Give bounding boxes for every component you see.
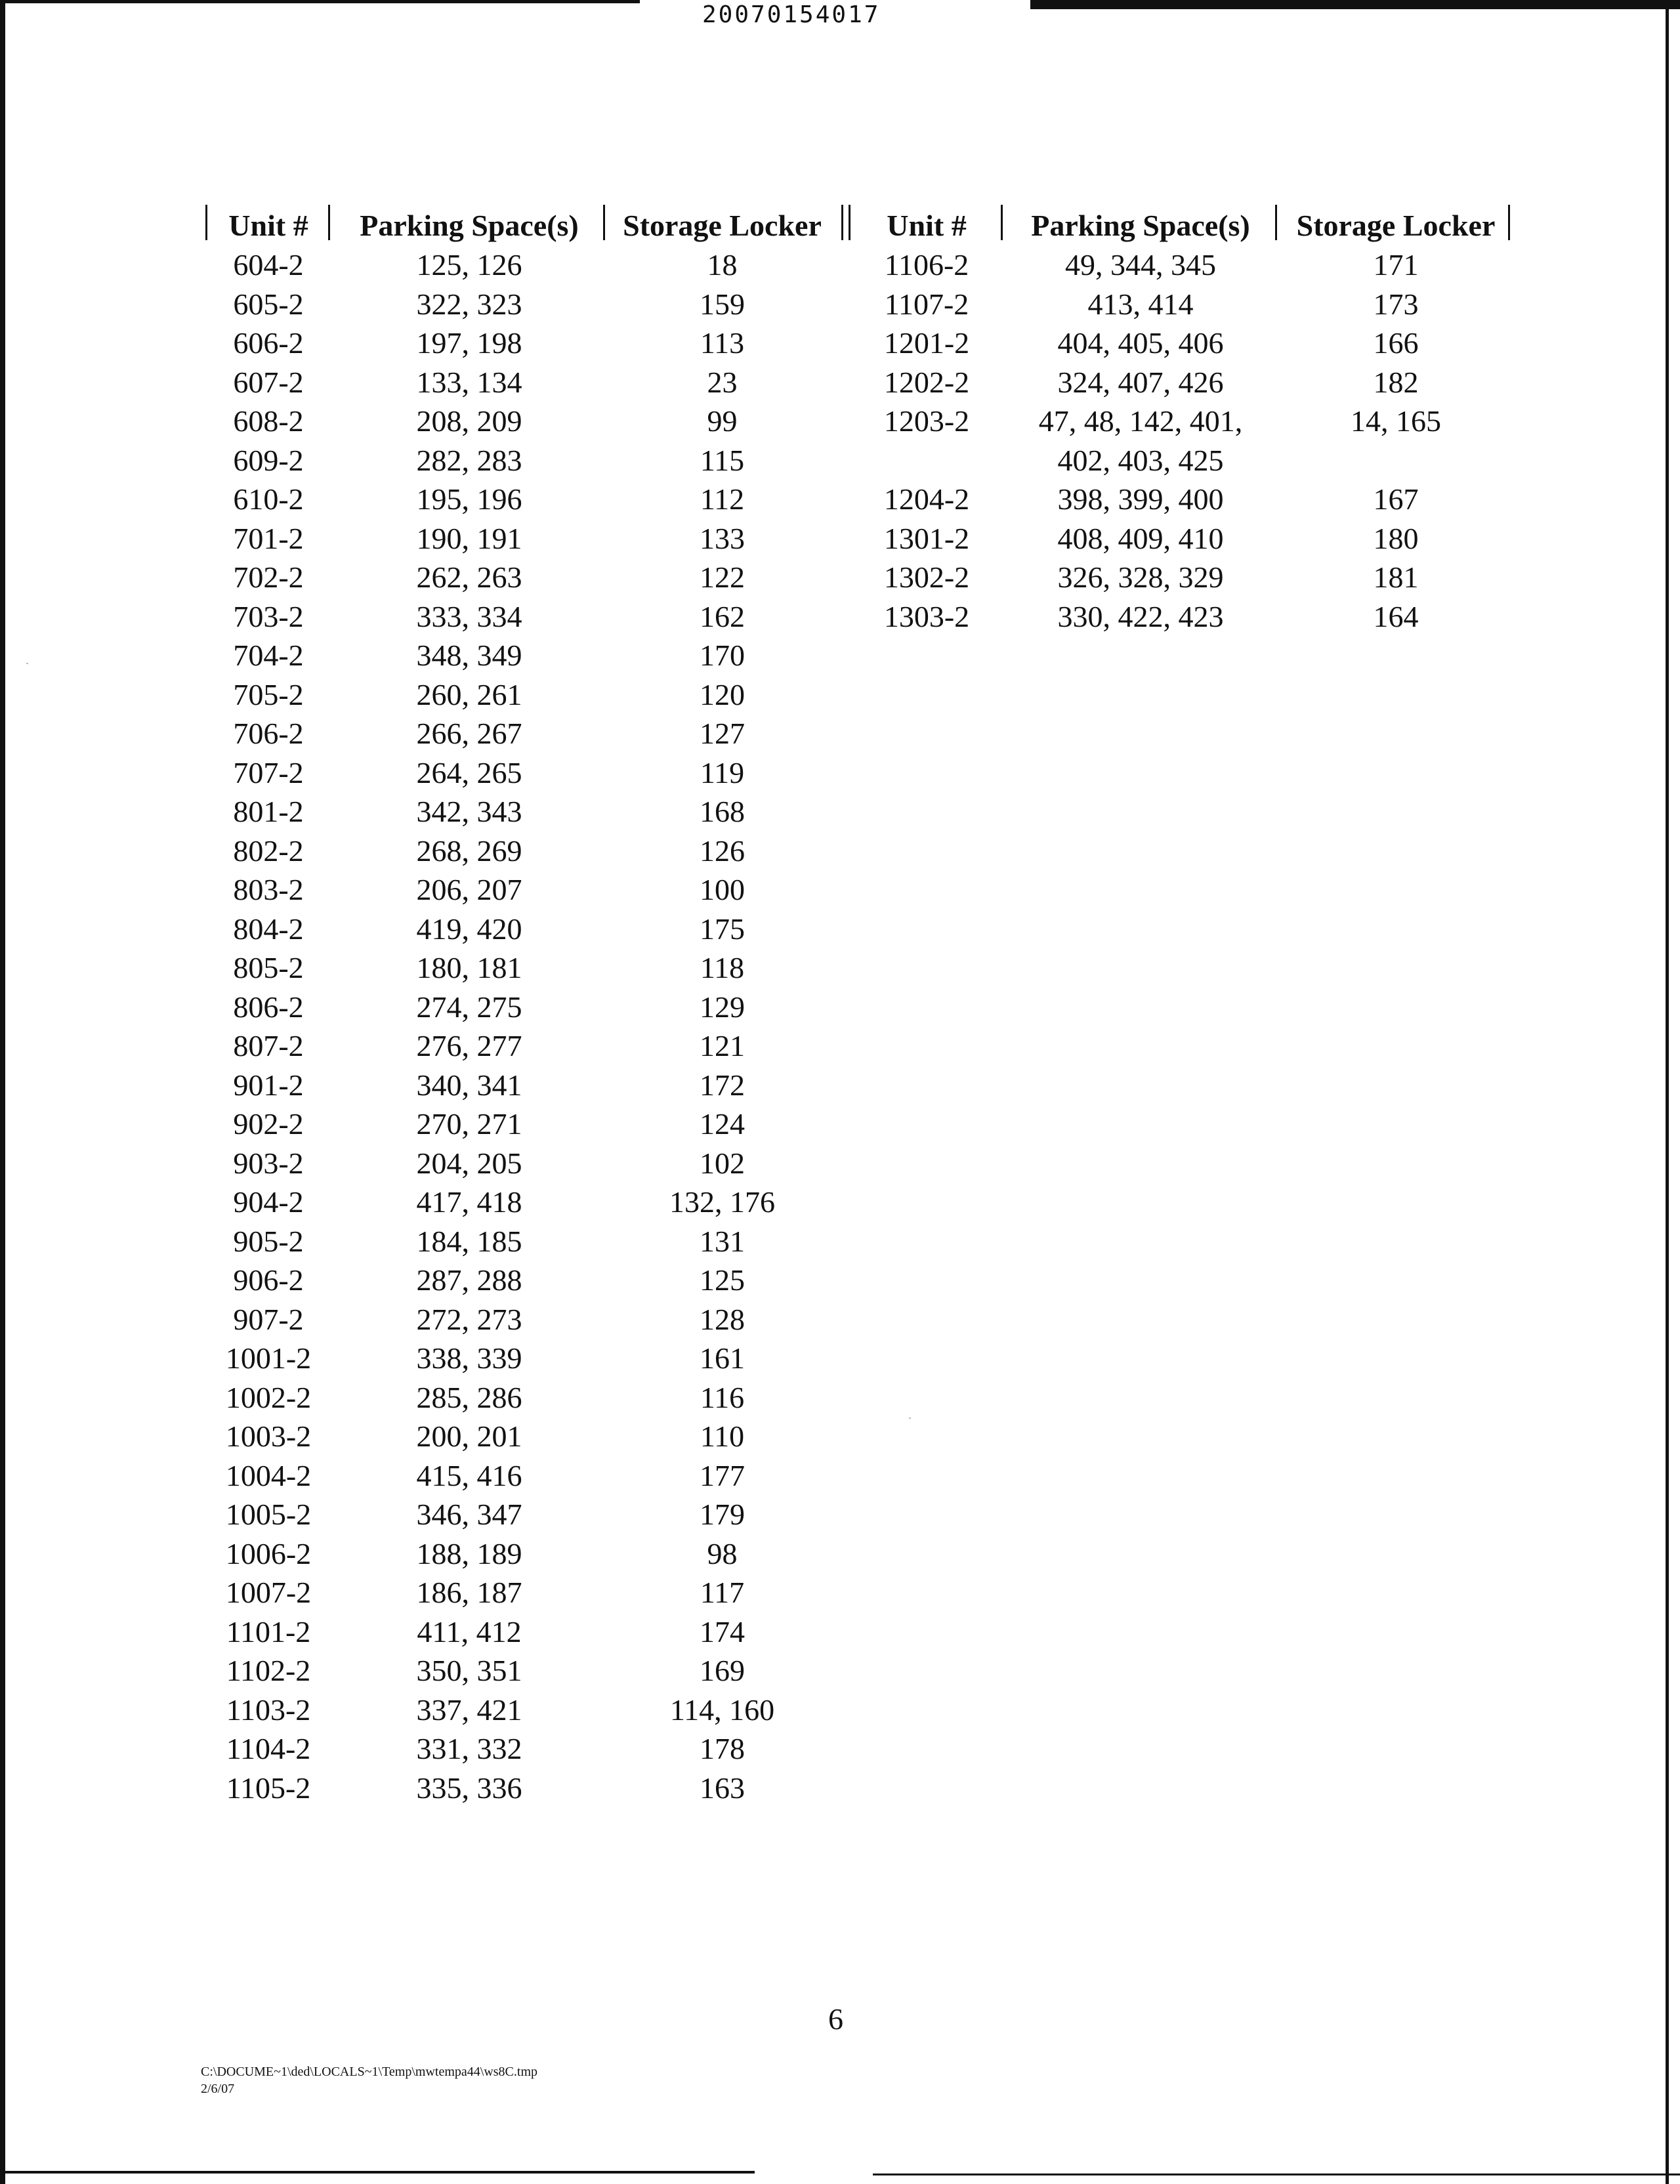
locker-cell: 117 [700, 1576, 745, 1609]
table-row [850, 597, 1513, 637]
unit-cell: 902-2 [233, 1107, 304, 1141]
table-row [207, 402, 835, 441]
page-number: 6 [828, 2002, 843, 2036]
locker-cell: 114, 160 [669, 1692, 775, 1727]
parking-cell: 180, 181 [416, 951, 522, 984]
parking-cell: 419, 420 [416, 912, 522, 946]
document-number: 20070154017 [702, 1, 881, 28]
table-header [207, 203, 835, 245]
locker-cell: 174 [700, 1614, 745, 1648]
parking-cell: 408, 409, 410 [1057, 521, 1224, 555]
parking-cell: 200, 201 [416, 1419, 522, 1453]
table-row [207, 1456, 835, 1496]
locker-cell: 14, 165 [1351, 404, 1441, 438]
locker-cell: 98 [707, 1536, 738, 1570]
locker-cell: 167 [1373, 482, 1419, 516]
unit-cell: 1102-2 [226, 1654, 311, 1687]
parking-cell: 188, 189 [416, 1536, 522, 1570]
unit-cell: 1202-2 [883, 365, 970, 399]
table-row [207, 1339, 835, 1378]
table-row [850, 480, 1513, 519]
locker-cell: 172 [700, 1068, 745, 1102]
table-row [850, 324, 1513, 363]
table-row [207, 245, 835, 285]
table-row [207, 1769, 835, 1808]
locker-cell: 179 [700, 1498, 745, 1531]
locker-cell: 169 [700, 1654, 745, 1687]
locker-cell: 133 [700, 521, 745, 555]
unit-cell: 606-2 [233, 326, 304, 360]
table-row [207, 1417, 835, 1456]
parking-table-left [207, 203, 835, 1807]
locker-cell: 159 [700, 287, 745, 321]
unit-cell: 1106-2 [884, 248, 969, 282]
table-row [207, 1651, 835, 1690]
locker-cell: 170 [700, 639, 745, 672]
unit-cell: 1001-2 [225, 1341, 312, 1375]
parking-cell: 208, 209 [416, 404, 522, 438]
unit-cell: 1005-2 [225, 1498, 312, 1531]
parking-cell: 268, 269 [416, 833, 522, 868]
parking-cell: 330, 422, 423 [1057, 599, 1224, 633]
scan-bottom-border [0, 2171, 755, 2174]
table-row [207, 831, 835, 871]
scan-right-border [1666, 0, 1669, 2184]
scan-speck [909, 1418, 911, 1419]
parking-cell: 195, 196 [416, 482, 522, 516]
table-row [207, 1066, 835, 1105]
locker-cell [1278, 441, 1513, 480]
parking-cell: 133, 134 [416, 365, 522, 399]
unit-cell: 1204-2 [883, 482, 970, 516]
parking-cell: 348, 349 [416, 639, 522, 672]
table-row [850, 402, 1513, 441]
locker-cell: 132, 176 [669, 1185, 775, 1219]
locker-cell: 110 [700, 1419, 745, 1453]
unit-cell: 1203-2 [883, 404, 970, 438]
table-row [207, 1729, 835, 1769]
table-row [207, 1573, 835, 1612]
scan-speck [26, 663, 28, 664]
unit-cell: 1301-2 [883, 521, 970, 555]
locker-cell: 118 [700, 951, 745, 984]
unit-cell: 610-2 [233, 482, 304, 516]
parking-cell: 125, 126 [416, 248, 522, 282]
parking-cell: 260, 261 [416, 677, 522, 711]
table-row [207, 792, 835, 831]
table-row [207, 441, 835, 480]
locker-cell: 116 [700, 1380, 745, 1414]
scan-top-right-border [1030, 0, 1680, 9]
unit-cell: 905-2 [233, 1224, 304, 1258]
unit-cell: 702-2 [233, 560, 304, 594]
parking-cell: 262, 263 [416, 560, 522, 594]
unit-cell: 801-2 [233, 795, 304, 828]
locker-cell: 173 [1373, 287, 1419, 321]
table-row [207, 1222, 835, 1261]
unit-cell: 804-2 [233, 912, 304, 946]
parking-cell: 350, 351 [416, 1654, 522, 1687]
unit-cell: 605-2 [233, 287, 304, 321]
parking-cell: 340, 341 [416, 1068, 522, 1102]
parking-cell: 270, 271 [416, 1107, 522, 1141]
unit-cell: 1201-2 [883, 326, 970, 360]
parking-cell: 264, 265 [416, 755, 522, 789]
parking-cell: 287, 288 [416, 1263, 522, 1297]
unit-cell: 901-2 [233, 1068, 304, 1102]
unit-cell: 607-2 [233, 365, 304, 399]
table-header [850, 203, 1513, 245]
table-row [207, 753, 835, 793]
table-row [207, 1144, 835, 1183]
unit-cell: 806-2 [233, 990, 304, 1024]
parking-cell: 197, 198 [416, 326, 522, 360]
header-locker: Storage Locker [1296, 209, 1496, 242]
parking-cell: 184, 185 [416, 1224, 522, 1258]
table-row [207, 1104, 835, 1144]
unit-cell: 1004-2 [225, 1458, 312, 1492]
parking-cell: 413, 414 [1087, 287, 1194, 321]
locker-cell: 168 [700, 795, 745, 828]
table-row [207, 1026, 835, 1066]
locker-cell: 181 [1373, 560, 1419, 594]
parking-cell: 190, 191 [416, 521, 522, 555]
unit-cell: 904-2 [233, 1185, 304, 1219]
table-row [207, 1261, 835, 1300]
unit-cell: 903-2 [233, 1146, 304, 1180]
unit-cell: 609-2 [233, 443, 304, 477]
parking-cell: 206, 207 [416, 873, 522, 906]
parking-cell: 411, 412 [417, 1614, 522, 1648]
table-row [207, 988, 835, 1027]
unit-cell: 1107-2 [884, 287, 969, 321]
table-body-left [207, 245, 835, 1807]
parking-cell: 337, 421 [416, 1692, 522, 1727]
locker-cell: 180 [1373, 521, 1419, 555]
unit-cell: 1103-2 [226, 1692, 311, 1727]
table-row [207, 324, 835, 363]
parking-cell: 342, 343 [416, 795, 522, 828]
parking-cell: 417, 418 [416, 1185, 522, 1219]
unit-cell: 802-2 [233, 833, 304, 868]
locker-cell: 124 [700, 1107, 745, 1141]
table-row [207, 1612, 835, 1652]
table-row [207, 1378, 835, 1418]
locker-cell: 113 [700, 326, 745, 360]
header-parking: Parking Space(s) [1031, 209, 1250, 242]
locker-cell: 182 [1373, 365, 1419, 399]
parking-cell: 333, 334 [416, 599, 522, 633]
parking-cell: 402, 403, 425 [1057, 443, 1224, 477]
table-row [207, 910, 835, 949]
parking-cell: 338, 339 [416, 1341, 522, 1375]
locker-cell: 131 [700, 1224, 745, 1258]
parking-cell: 274, 275 [416, 990, 522, 1024]
unit-cell [850, 441, 1003, 480]
scan-top-left-border [0, 0, 640, 3]
locker-cell: 162 [700, 599, 745, 633]
unit-cell: 608-2 [233, 404, 304, 438]
table-row [207, 363, 835, 402]
table-row [207, 714, 835, 753]
table-row [207, 1534, 835, 1574]
parking-cell: 324, 407, 426 [1057, 365, 1224, 399]
locker-cell: 175 [700, 912, 745, 946]
table-row [207, 948, 835, 988]
parking-cell: 335, 336 [416, 1771, 522, 1805]
parking-cell: 285, 286 [416, 1380, 522, 1414]
locker-cell: 120 [700, 677, 745, 711]
parking-cell: 272, 273 [416, 1302, 522, 1336]
table-row [850, 441, 1513, 480]
parking-cell: 49, 344, 345 [1065, 248, 1216, 282]
table-row [850, 558, 1513, 597]
unit-cell: 1302-2 [883, 560, 970, 594]
parking-cell: 204, 205 [416, 1146, 522, 1180]
parking-cell: 47, 48, 142, 401, [1038, 404, 1243, 438]
table-row [850, 519, 1513, 558]
unit-cell: 1007-2 [225, 1576, 312, 1609]
table-row [207, 597, 835, 637]
table-row [207, 1183, 835, 1222]
unit-cell: 1101-2 [226, 1614, 311, 1648]
parking-cell: 282, 283 [416, 443, 522, 477]
header-rule [841, 205, 843, 240]
unit-cell: 906-2 [233, 1263, 304, 1297]
parking-table-right [850, 203, 1513, 636]
parking-cell: 266, 267 [416, 717, 522, 750]
table-body-right [850, 245, 1513, 636]
table-row [207, 558, 835, 597]
header-unit: Unit # [887, 209, 967, 242]
unit-cell: 701-2 [233, 521, 304, 555]
unit-cell: 705-2 [233, 677, 304, 711]
unit-cell: 907-2 [233, 1302, 304, 1336]
table-row [207, 636, 835, 675]
footer-date: 2/6/07 [201, 2082, 235, 2096]
table-row [207, 480, 835, 519]
table-row [207, 1690, 835, 1730]
table-row [207, 675, 835, 715]
locker-cell: 177 [700, 1458, 745, 1492]
parking-cell: 415, 416 [416, 1458, 522, 1492]
locker-cell: 129 [700, 990, 745, 1024]
table-row [850, 245, 1513, 285]
parking-cell: 326, 328, 329 [1057, 560, 1224, 594]
scan-left-border [0, 0, 5, 2184]
locker-cell: 23 [707, 365, 738, 399]
locker-cell: 161 [700, 1341, 745, 1375]
locker-cell: 178 [700, 1732, 745, 1765]
locker-cell: 128 [700, 1302, 745, 1336]
unit-cell: 1105-2 [226, 1771, 311, 1805]
unit-cell: 703-2 [233, 599, 304, 633]
header-parking: Parking Space(s) [360, 209, 579, 242]
locker-cell: 115 [700, 443, 745, 477]
parking-cell: 346, 347 [416, 1498, 522, 1531]
locker-cell: 126 [700, 833, 745, 868]
unit-cell: 1303-2 [883, 599, 970, 633]
table-row [207, 870, 835, 910]
locker-cell: 18 [707, 248, 738, 282]
table-row [850, 363, 1513, 402]
table-row [850, 285, 1513, 324]
unit-cell: 1006-2 [225, 1536, 312, 1570]
table-row [207, 519, 835, 558]
parking-cell: 276, 277 [416, 1029, 522, 1062]
locker-cell: 163 [700, 1771, 745, 1805]
unit-cell: 704-2 [233, 639, 304, 672]
unit-cell: 1104-2 [226, 1732, 311, 1765]
unit-cell: 803-2 [233, 873, 304, 906]
locker-cell: 127 [700, 717, 745, 750]
parking-cell: 404, 405, 406 [1057, 326, 1224, 360]
footer [201, 2063, 537, 2097]
table-row [207, 1300, 835, 1339]
parking-cell: 322, 323 [416, 287, 522, 321]
unit-cell: 807-2 [233, 1029, 304, 1062]
footer-file-path: C:\DOCUME~1\ded\LOCALS~1\Temp\mwtempa44\ws8C.tmp [201, 2065, 538, 2079]
header-locker: Storage Locker [623, 209, 822, 242]
unit-cell: 1002-2 [225, 1380, 312, 1414]
locker-cell: 100 [700, 873, 745, 906]
locker-cell: 121 [700, 1029, 745, 1062]
unit-cell: 706-2 [233, 717, 304, 750]
locker-cell: 125 [700, 1263, 745, 1297]
parking-cell: 186, 187 [416, 1576, 522, 1609]
locker-cell: 112 [700, 482, 745, 516]
table-row [207, 1495, 835, 1534]
locker-cell: 171 [1373, 248, 1419, 282]
scan-bottom-border-right [873, 2174, 1680, 2175]
parking-cell: 331, 332 [416, 1732, 522, 1765]
locker-cell: 122 [700, 560, 745, 594]
locker-cell: 164 [1373, 599, 1419, 633]
unit-cell: 707-2 [233, 755, 304, 789]
parking-cell: 398, 399, 400 [1057, 482, 1224, 516]
locker-cell: 99 [707, 404, 738, 438]
locker-cell: 119 [700, 755, 745, 789]
header-unit: Unit # [228, 209, 308, 242]
unit-cell: 1003-2 [225, 1419, 312, 1453]
table-row [207, 285, 835, 324]
locker-cell: 102 [700, 1146, 745, 1180]
locker-cell: 166 [1373, 326, 1419, 360]
unit-cell: 805-2 [233, 951, 304, 984]
unit-cell: 604-2 [233, 248, 304, 282]
